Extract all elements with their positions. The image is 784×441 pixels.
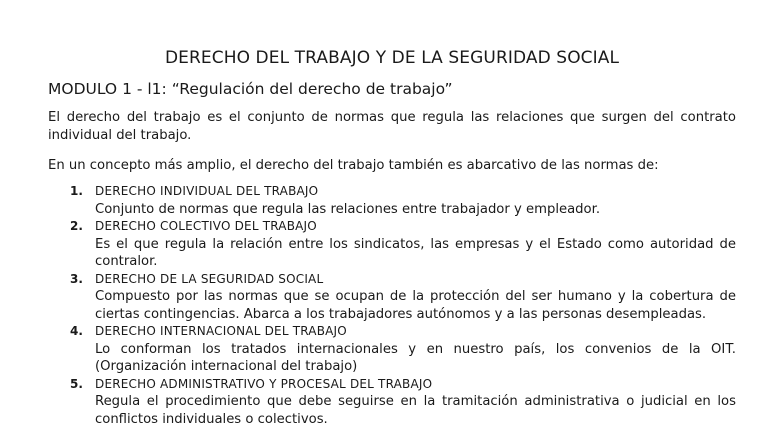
list-item-description: Regula el procedimiento que debe seguirse en la tramitación administrativa o judicial en los conflictos individuales o colectivos. bbox=[95, 394, 736, 427]
list-item bbox=[48, 376, 736, 429]
list-item-heading: DERECHO INDIVIDUAL DEL TRABAJO bbox=[95, 184, 319, 198]
list-item bbox=[48, 271, 736, 324]
list-item bbox=[48, 218, 736, 271]
list-item-number: 1. bbox=[70, 184, 83, 198]
list-item-heading: DERECHO DE LA SEGURIDAD SOCIAL bbox=[95, 271, 324, 286]
list-item-heading: DERECHO COLECTIVO DEL TRABAJO bbox=[95, 219, 317, 233]
law-branches-list bbox=[48, 183, 736, 428]
module-title: MODULO 1 - l1: “Regulación del derecho de trabajo” bbox=[48, 80, 453, 98]
list-item-number: 2. bbox=[70, 219, 83, 233]
list-item-number: 3. bbox=[70, 271, 83, 286]
list-item-heading: DERECHO ADMINISTRATIVO Y PROCESAL DEL TRABAJO bbox=[95, 376, 433, 391]
list-item-heading: DERECHO INTERNACIONAL DEL TRABAJO bbox=[95, 324, 347, 338]
list-item-description: Lo conforman los tratados internacionales y en nuestro país, los convenios de la OIT. (Organización internacional del trabajo) bbox=[95, 341, 736, 374]
list-item bbox=[48, 323, 736, 376]
list-item bbox=[48, 183, 736, 218]
list-item-description: Es el que regula la relación entre los sindicatos, las empresas y el Estado como autoridad de contralor. bbox=[95, 236, 736, 269]
list-item-number: 4. bbox=[70, 324, 83, 338]
list-item-description: Conjunto de normas que regula las relaciones entre trabajador y empleador. bbox=[95, 201, 601, 217]
list-item-number: 5. bbox=[70, 376, 83, 391]
concept-paragraph: En un concepto más amplio, el derecho del trabajo también es abarcativo de las normas de: bbox=[48, 158, 659, 173]
list-item-description: Compuesto por las normas que se ocupan de la protección del ser humano y la cobertura de ciertas contingencias. Abarca a los trabajadores autónomos y a las personas desempleadas. bbox=[95, 289, 736, 322]
document-title: DERECHO DEL TRABAJO Y DE LA SEGURIDAD SOCIAL bbox=[164, 48, 620, 68]
intro-paragraph: El derecho del trabajo es el conjunto de normas que regula las relaciones que surgen del contrato individual del trabajo. bbox=[48, 110, 736, 143]
